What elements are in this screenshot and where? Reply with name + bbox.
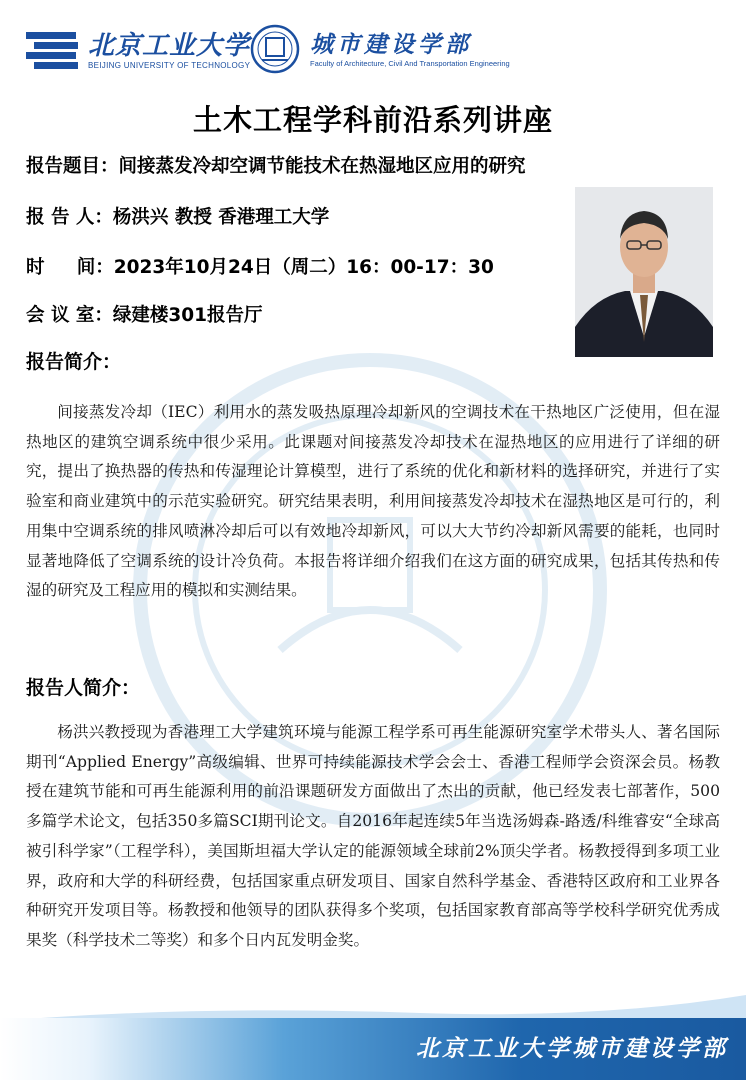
time-value: 2023年10月24日（周二）16：00-17：30 xyxy=(113,257,494,278)
topic-value: 间接蒸发冷却空调节能技术在热湿地区应用的研究 xyxy=(118,156,526,177)
speaker-intro-heading: 报告人简介： xyxy=(26,677,141,699)
speaker-label: 报 告 人： xyxy=(26,207,113,228)
department-emblem-icon xyxy=(250,24,300,74)
speaker-photo xyxy=(575,187,713,357)
department-logo xyxy=(250,24,510,74)
room-value: 绿建楼301报告厅 xyxy=(112,305,263,326)
university-logo xyxy=(24,28,250,72)
topic-row xyxy=(26,152,526,178)
topic-label: 报告题目： xyxy=(26,156,119,177)
room-label: 会 议 室： xyxy=(26,305,113,326)
speaker-portrait-icon xyxy=(575,187,713,357)
report-intro-text: 间接蒸发冷却（IEC）利用水的蒸发吸热原理冷却新风的空调技术在干热地区广泛使用，但在湿热地区的建筑空调系统中很少采用。此课题对间接蒸发冷却技术在湿热地区的应用进行了详细的研究，提出了换热器的传热和传湿理论计算模型，进行了系统的优化和新材料的选择研究，并进行了实验室和商业建筑中的示范实验研究。研究结果表明，利用间接蒸发冷却技术在湿热地区是可行的，利用集中空调系统的排风喷淋冷却后可以有效地冷却新风，可以大大节约冷却新风需要的能耗，也同时显著地降低了空调系统的设计冷负荷。本报告将详细介绍我们在这方面的研究成果，包括其传热和传湿的研究及工程应用的模拟和实测结果。 xyxy=(26,403,720,600)
header xyxy=(0,0,746,92)
speaker-row xyxy=(26,203,329,229)
university-name-en: BEIJING UNIVERSITY OF TECHNOLOGY xyxy=(88,60,251,70)
time-row xyxy=(26,253,494,279)
page-title: 土木工程学科前沿系列讲座 xyxy=(192,103,553,137)
report-intro-heading: 报告简介： xyxy=(26,351,122,373)
department-name-cn: 城市建设学部 xyxy=(310,30,472,58)
room-row xyxy=(26,301,263,327)
speaker-intro-text: 杨洪兴教授现为香港理工大学建筑环境与能源工程学系可再生能源研究室学术带头人、著名国际期刊“Applied Energy”高级编辑、世界可持续能源技术学会会士、香港工程师学会资深会员。杨教授在建筑节能和可再生能源利用的前沿课题研发方面做出了杰出的贡献，他已经发表七部著作，500多篇学术论文，包括350多篇SCI期刊论文。自2016年起连续5年当选汤姆森-路透/科维睿安“全球高被引科学家”（工程学科），美国斯坦福大学认定的能源领域全球前2%顶尖学者。杨教授得到多项工业界，政府和大学的科研经费，包括国家重点研发项目、国家自然科学基金、香港特区政府和工业界各种研究开发项目等。杨教授和他领导的团队获得多个奖项，包括国家教育部高等学校科学研究优秀成果奖（科学技术二等奖）和多个日内瓦发明金奖。 xyxy=(26,723,720,949)
university-name-cn: 北京工业大学 xyxy=(88,30,251,61)
speaker-value: 杨洪兴 教授 香港理工大学 xyxy=(112,207,330,228)
footer-text: 北京工业大学城市建设学部 xyxy=(416,1035,728,1062)
time-label: 时 间： xyxy=(26,257,114,278)
university-emblem-icon xyxy=(24,28,82,72)
department-name-en: Faculty of Architecture, Civil And Transportation Engineering xyxy=(310,58,510,68)
